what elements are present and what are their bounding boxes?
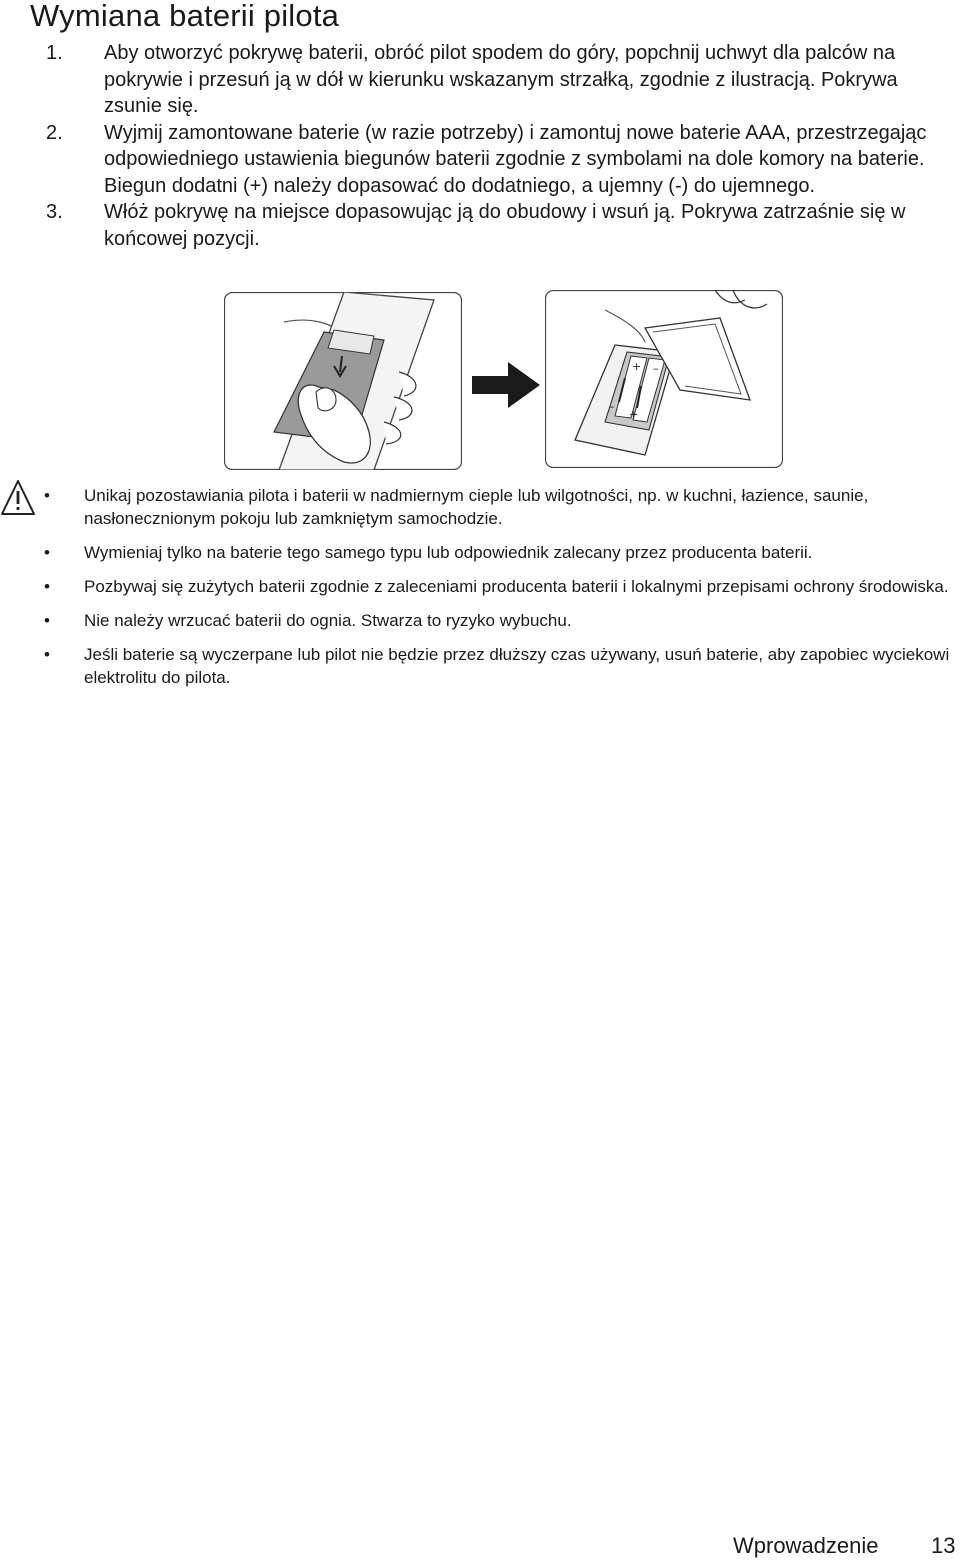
step-number: 3. <box>46 201 63 223</box>
bullet: • <box>44 577 50 596</box>
battery-minus-label: – <box>653 362 659 375</box>
step-1 <box>0 40 960 120</box>
page-title: Wymiana baterii pilota <box>30 0 340 33</box>
open-cover-illustration <box>224 292 462 470</box>
bullet: • <box>44 645 50 664</box>
note-item <box>0 541 960 564</box>
step-text: Włóż pokrywę na miejsce dopasowując ją do obudowy i wsuń ją. Pokrywa zatrzaśnie się w końcowej pozycji. <box>104 201 906 250</box>
footer-page-number: 13 <box>931 1533 956 1558</box>
bullet: • <box>44 611 50 630</box>
note-text: Pozbywaj się zużytych baterii zgodnie z zaleceniami producenta baterii i lokalnymi przepisami ochrony środowiska. <box>84 577 949 596</box>
note-text: Unikaj pozostawiania pilota i baterii w nadmiernym cieple lub wilgotności, np. w kuchni, łazience, saunie, nasłonecznionym pokoju lub zamkniętym samochodzie. <box>84 486 869 528</box>
step-number: 1. <box>46 42 63 64</box>
step-text: Aby otworzyć pokrywę baterii, obróć pilot spodem do góry, popchnij uchwyt dla palców na pokrywie i przesuń ją w dół w kierunku wskazanym strzałką, zgodnie z ilustracją. Pokrywa zsunie się. <box>104 42 898 117</box>
step-number: 2. <box>46 121 63 144</box>
step-2 <box>0 120 960 200</box>
bullet: • <box>44 486 50 505</box>
note-text: Nie należy wrzucać baterii do ognia. Stwarza to ryzyko wybuchu. <box>84 611 572 630</box>
step-text: Wyjmij zamontowane baterie (w razie potrzeby) i zamontuj nowe baterie AAA, przestrzegając odpowiedniego ustawienia biegunów baterii zgodnie z symbolami na dole komory na baterie. Biegun dodatni (+) należy dopasować do dodatniego, a ujemny (-) do ujemnego. <box>104 121 927 197</box>
battery-plus-label: + <box>632 360 642 373</box>
bullet: • <box>44 543 50 562</box>
right-arrow-icon <box>472 362 540 408</box>
note-text: Wymieniaj tylko na baterie tego samego typu lub odpowiednik zalecany przez producenta baterii. <box>84 543 813 562</box>
battery-minus-label: – <box>609 400 615 413</box>
note-item <box>0 484 960 530</box>
instruction-steps <box>0 40 960 252</box>
footer-section-name: Wprowadzenie <box>733 1533 879 1558</box>
battery-plus-label: + <box>629 408 639 421</box>
note-item <box>0 609 960 632</box>
safety-notes <box>0 484 960 700</box>
note-item <box>0 643 960 689</box>
insert-batteries-illustration <box>545 290 783 468</box>
note-item <box>0 575 960 598</box>
note-text: Jeśli baterie są wyczerpane lub pilot nie będzie przez dłuższy czas używany, usuń baterie, aby zapobiec wyciekowi elektrolitu do pilota. <box>84 645 950 687</box>
step-3 <box>0 199 960 252</box>
